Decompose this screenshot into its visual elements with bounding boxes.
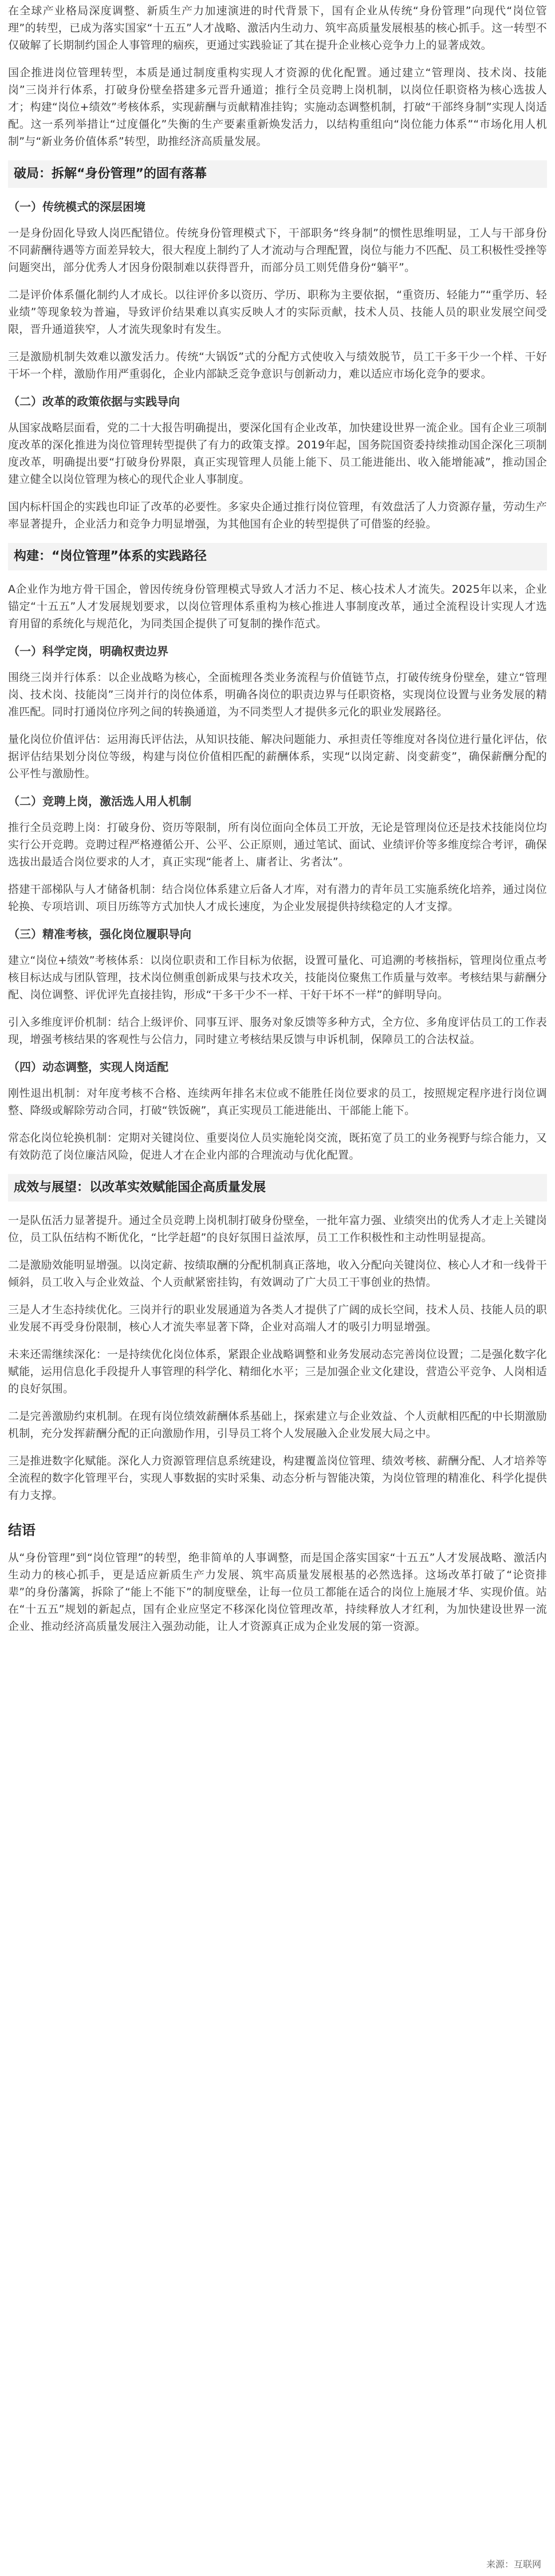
subsection-heading-2-4: （四）动态调整，实现人岗适配 [8, 1060, 168, 1074]
paragraph: 国内标杆国企的实践也印证了改革的必要性。多家央企通过推行岗位管理，有效盘活了人力资源存量，劳动生产率显著提升，企业活力和竞争力明显增强，为其他国有企业的转型提供了可借鉴的经验。 [8, 501, 547, 530]
conclusion-heading: 结语 [8, 1522, 36, 1538]
paragraph: A企业作为地方骨干国企，曾因传统身份管理模式导致人才活力不足、核心技术人才流失。2025年以来，企业锚定“十五五”人才发展规划要求，以岗位管理体系重构为核心推进人事制度改革，通过全流程设计实现人才选育用留的系统化与规范化，为同类国企提供了可复制的操作范式。 [8, 583, 547, 630]
paragraph: 量化岗位价值评估：运用海氏评估法，从知识技能、解决问题能力、承担责任等维度对各岗位进行量化评估，依据评估结果划分岗位等级，构建与岗位价值相匹配的薪酬体系，实现“以岗定薪、岗变薪变”，确保薪酬分配的公平性与激励性。 [8, 733, 547, 780]
source-credit: 来源：互联网 [486, 2559, 541, 2570]
paragraph: 刚性退出机制：对年度考核不合格、连续两年排名末位或不能胜任岗位要求的员工，按照规定程序进行岗位调整、降级或解除劳动合同，打破“铁饭碗”，真正实现员工能进能出、干部能上能下。 [8, 1087, 547, 1117]
paragraph: 推行全员竞聘上岗：打破身份、资历等限制，所有岗位面向全体员工开放，无论是管理岗位还是技术技能岗位均实行公开竞聘。竞聘过程严格遵循公开、公平、公正原则，通过笔试、面试、业绩评价等多维度综合考评，确保选拔出最适合岗位要求的人才，真正实现“能者上、庸者让、劣者汰”。 [8, 821, 547, 868]
section-heading-2: 构建：“岗位管理”体系的实践路径 [8, 543, 547, 570]
paragraph: 引入多维度评价机制：结合上级评价、同事互评、服务对象反馈等多种方式，全方位、多角度评估员工的工作表现，增强考核结果的客观性与公信力，同时建立考核结果反馈与申诉机制，保障员工的合法权益。 [8, 1016, 547, 1046]
paragraph: 建立“岗位+绩效”考核体系：以岗位职责和工作目标为依据，设置可量化、可追溯的考核指标，管理岗位重点考核目标达成与团队管理，技术岗位侧重创新成果与技术攻关，技能岗位聚焦工作质量与效率。考核结果与薪酬分配、岗位调整、评优评先直接挂钩，形成“干多干少不一样、干好干坏不一样”的鲜明导向。 [8, 954, 547, 1001]
paragraph: 搭建干部梯队与人才储备机制：结合岗位体系建立后备人才库，对有潜力的青年员工实施系统化培养，通过岗位轮换、专项培训、项目历练等方式加快人才成长速度，为企业发展提供持续稳定的人才支撑。 [8, 883, 547, 913]
paragraph: 未来还需继续深化：一是持续优化岗位体系，紧跟企业战略调整和业务发展动态完善岗位设置；二是强化数字化赋能，运用信息化手段提升人事管理的科学化、精细化水平；三是加强企业文化建设，营造公平竞争、人岗相适的良好氛围。 [8, 1348, 547, 1395]
article-page [0, 2, 555, 2576]
paragraph: 常态化岗位轮换机制：定期对关键岗位、重要岗位人员实施轮岗交流，既拓宽了员工的业务视野与综合能力，又有效防范了岗位廉洁风险，促进人才在企业内部的合理流动与优化配置。 [8, 1132, 547, 1161]
paragraph: 三是人才生态持续优化。三岗并行的职业发展通道为各类人才提供了广阔的成长空间，技术人员、技能人员的职业发展不再受身份限制，核心人才流失率显著下降，企业对高端人才的吸引力明显增强。 [8, 1303, 547, 1333]
paragraph: 二是完善激励约束机制。在现有岗位绩效薪酬体系基础上，探索建立与企业效益、个人贡献相匹配的中长期激励机制，充分发挥薪酬分配的正向激励作用，引导员工将个人发展融入企业发展大局之中。 [8, 1410, 547, 1440]
paragraph: 从国家战略层面看，党的二十大报告明确提出，要深化国有企业改革，加快建设世界一流企业。国有企业三项制度改革的深化推进为岗位管理转型提供了有力的政策支撑。2019年起，国务院国资委持续推动国企深化三项制度改革，明确提出要“打破身份界限，真正实现管理人员能上能下、员工能进能出、收入能增能减”，推动国企建立健全以岗位管理为核心的现代企业人事制度。 [8, 422, 547, 486]
paragraph: 二是激励效能明显增强。以岗定薪、按绩取酬的分配机制真正落地，收入分配向关键岗位、核心人才和一线骨干倾斜，员工收入与企业效益、个人贡献紧密挂钩，有效调动了广大员工干事创业的热情。 [8, 1259, 547, 1289]
conclusion-paragraph: 从“身份管理”到“岗位管理”的转型，绝非简单的人事调整，而是国企落实国家“十五五”人才发展战略、激活内生动力的核心抓手，更是适应新质生产力发展、筑牢高质量发展根基的必然选择。这场改革打破了“论资排辈”的身份藩篱，拆除了“能上不能下”的制度壁垒，让每一位员工都能在适合的岗位上施展才华、实现价值。站在“十五五”规划的新起点，国有企业应坚定不移深化岗位管理改革，持续释放人才红利，为加快建设世界一流企业、推动经济高质量发展注入强劲动能，让人才资源真正成为企业发展的第一资源。 [8, 1551, 547, 1633]
subsection-heading-2-1: （一）科学定岗，明确权责边界 [8, 644, 168, 658]
paragraph: 一是队伍活力显著提升。通过全员竞聘上岗机制打破身份壁垒，一批年富力强、业绩突出的优秀人才走上关键岗位，员工队伍结构不断优化，“比学赶超”的良好氛围日益浓厚，员工工作积极性和主动性明显提高。 [8, 1214, 547, 1244]
paragraph: 三是推进数字化赋能。深化人力资源管理信息系统建设，构建覆盖岗位管理、绩效考核、薪酬分配、人才培养等全流程的数字化管理平台，实现人事数据的实时采集、动态分析与智能决策，为岗位管理的精准化、科学化提供有力支撑。 [8, 1455, 547, 1502]
subsection-heading-2-3: （三）精准考核，强化岗位履职导向 [8, 927, 191, 941]
paragraph: 二是评价体系僵化制约人才成长。以往评价多以资历、学历、职称为主要依据，“重资历、轻能力”“重学历、轻业绩”等现象较为普遍，导致评价结果难以真实反映人才的实际贡献，技术人员、技能人员的职业发展空间受限，晋升通道狭窄，人才流失现象时有发生。 [8, 289, 547, 336]
intro-paragraph: 在全球产业格局深度调整、新质生产力加速演进的时代背景下，国有企业从传统“身份管理”向现代“岗位管理”的转型，已成为落实国家“十五五”人才战略、激活内生动力、筑牢高质量发展根基的核心抓手。这一转型不仅破解了长期制约国企人事管理的痼疾，更通过实践验证了其在提升企业核心竞争力上的显著成效。 [8, 5, 547, 52]
subsection-heading-1-1: （一）传统模式的深层困境 [8, 200, 145, 214]
paragraph: 三是激励机制失效难以激发活力。传统“大锅饭”式的分配方式使收入与绩效脱节，员工干多干少一个样、干好干坏一个样，激励作用严重弱化，企业内部缺乏竞争意识与创新动力，难以适应市场化竞争的要求。 [8, 350, 547, 380]
section-heading-3: 成效与展望：以改革实效赋能国企高质量发展 [8, 1174, 547, 1202]
subsection-heading-1-2: （二）改革的政策依据与实践导向 [8, 395, 180, 408]
subsection-heading-2-2: （二）竞聘上岗，激活选人用人机制 [8, 794, 191, 808]
section-heading-1: 破局：拆解“身份管理”的固有落幕 [8, 160, 547, 188]
paragraph: 一是身份固化导致人岗匹配错位。传统身份管理模式下，干部职务“终身制”的惯性思维明显，工人与干部身份不同薪酬待遇等方面差异较大，很大程度上制约了人才流动与合理配置，岗位与能力不匹配、员工积极性受挫等问题突出，部分优秀人才因身份限制难以获得晋升，而部分员工则凭借身份“躺平”。 [8, 227, 547, 274]
intro-paragraph-2: 国企推进岗位管理转型，本质是通过制度重构实现人才资源的优化配置。通过建立“管理岗、技术岗、技能岗”三岗并行体系，打破身份壁垒搭建多元晋升通道；推行全员竞聘上岗机制，以岗位任职资格为核心选拔人才；构建“岗位+绩效”考核体系，实现薪酬与贡献精准挂钩；实施动态调整机制，打破“干部终身制”实现人岗适配。这一系列举措让“过度僵化”失衡的生产要素重新焕发活力，以结构重组向“岗位能力体系”“市场化用人机制”与“新业务价值体系”转型，助推经济高质量发展。 [8, 66, 547, 148]
paragraph: 围绕三岗并行体系：以企业战略为核心，全面梳理各类业务流程与价值链节点，打破传统身份壁垒，建立“管理岗、技术岗、技能岗”三岗并行的岗位体系，明确各岗位的职责边界与任职资格，实现岗位设置与业务发展的精准匹配。同时打通岗位序列之间的转换通道，为不同类型人才提供多元化的职业发展路径。 [8, 671, 547, 718]
